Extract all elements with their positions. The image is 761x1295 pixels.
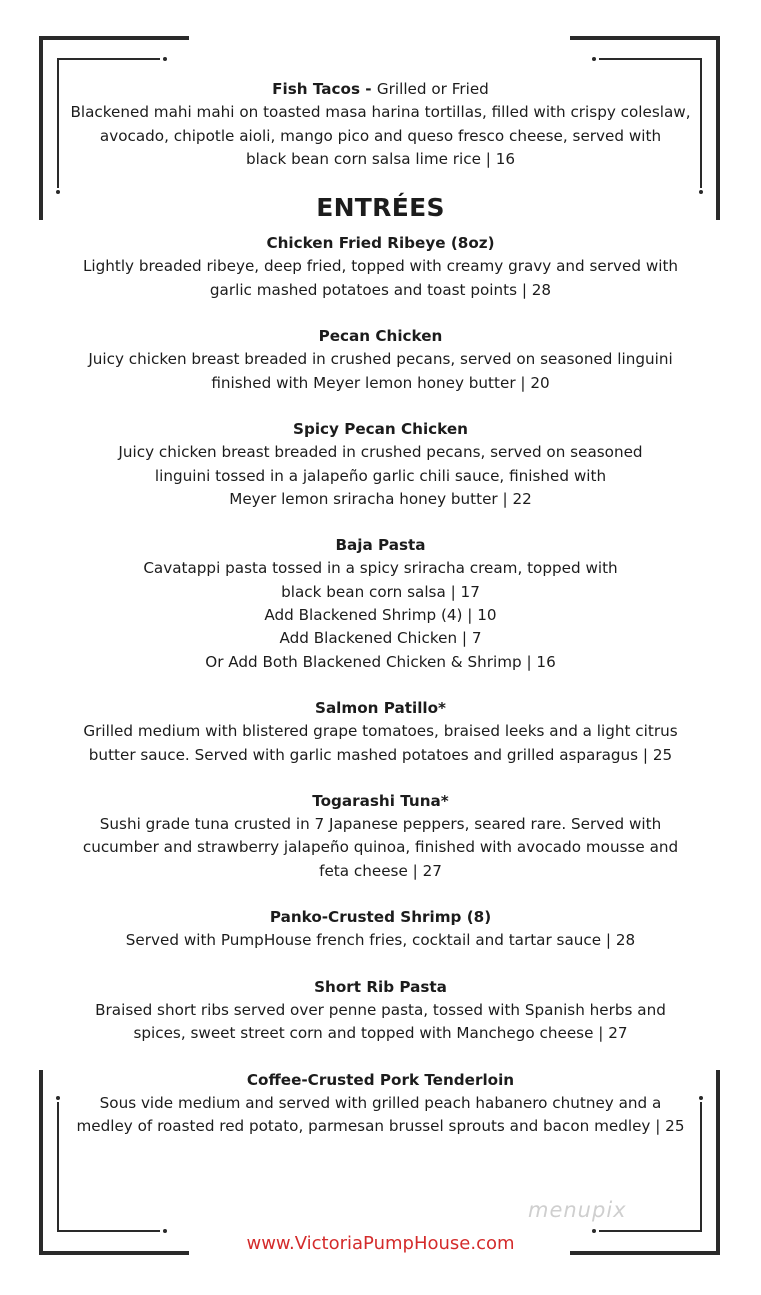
item-description-line: Sushi grade tuna crusted in 7 Japanese peppers, seared rare. Served with [99,815,662,834]
item-description-line: black bean corn salsa lime rice | 16 [245,149,516,168]
frame-top-right-inner-h [599,58,702,60]
item-description-line: Lightly breaded ribeye, deep fried, topped with creamy gravy and served with [82,257,679,276]
menu-item [60,1069,701,1139]
frame-top-left-outer-h [39,36,189,40]
item-name: Panko-Crusted Shrimp (8) [269,908,492,927]
item-description-line: Add Blackened Shrimp (4) | 10 [264,606,497,625]
frame-dot [163,57,167,61]
item-description-line: Cavatappi pasta tossed in a spicy sriracha cream, topped with [143,559,618,578]
frame-bottom-left-inner-v [57,1102,59,1232]
menu-content [60,78,701,1138]
frame-top-right-outer-h [570,36,720,40]
entrees-list [60,232,701,1138]
item-name: Pecan Chicken [318,327,443,346]
item-description-line: medley of roasted red potato, parmesan brussel sprouts and bacon medley | 25 [76,1117,685,1136]
frame-top-left-inner-v [57,58,59,188]
item-name: Coffee-Crusted Pork Tenderloin [246,1070,515,1089]
item-description-line: Grilled medium with blistered grape tomatoes, braised leeks and a light citrus [83,722,678,741]
item-name: Salmon Patillo* [315,698,446,717]
item-description-line: Juicy chicken breast breaded in crushed pecans, served on seasoned [118,443,643,462]
menu-item [60,906,701,953]
footer-website-link[interactable]: www.VictoriaPumpHouse.com [246,1233,515,1254]
section-title-entrees: ENTRÉES [316,193,445,223]
watermark: menupix [528,1198,627,1222]
item-description-line: avocado, chipotle aioli, mango pico and queso fresco cheese, served with [99,126,662,145]
item-description-line: Meyer lemon sriracha honey butter | 22 [229,489,532,508]
item-name: Baja Pasta [335,536,426,555]
frame-dot [592,57,596,61]
menu-item [60,325,701,395]
item-description-line: linguini tossed in a jalapeño garlic chili sauce, finished with [154,466,607,485]
menu-item [60,790,701,883]
item-name: Short Rib Pasta [314,977,447,996]
item-description-line: Or Add Both Blackened Chicken & Shrimp | 16 [205,652,556,671]
item-name: Spicy Pecan Chicken [293,419,468,438]
menu-item [60,976,701,1046]
item-style: Grilled or Fried [376,80,489,98]
frame-top-right-outer-v [716,36,720,220]
menu-item [60,697,701,767]
item-name: Togarashi Tuna* [312,791,449,810]
menu-item [60,534,701,674]
frame-bottom-left-inner-h [57,1230,160,1232]
item-description-line: black bean corn salsa | 17 [281,582,480,601]
item-description-line: Add Blackened Chicken | 7 [279,629,482,648]
item-description-line: cucumber and strawberry jalapeño quinoa, finished with avocado mousse and [82,838,679,857]
item-description-line: Sous vide medium and served with grilled peach habanero chutney and a [99,1093,662,1112]
frame-top-left-inner-h [57,58,160,60]
item-name: Fish Tacos - [272,80,377,98]
item-description-line: garlic mashed potatoes and toast points | 28 [209,280,552,299]
frame-bottom-left-outer-v [39,1070,43,1255]
item-name: Chicken Fried Ribeye (8oz) [266,234,495,253]
frame-top-left-outer-v [39,36,43,220]
item-description-line: spices, sweet street corn and topped with Manchego cheese | 27 [133,1024,628,1043]
item-description-line: Served with PumpHouse french fries, cocktail and tartar sauce | 28 [125,931,636,950]
frame-bottom-right-inner-h [599,1230,702,1232]
item-description-line: Braised short ribs served over penne pasta, tossed with Spanish herbs and [95,1000,666,1019]
menu-item [60,232,701,302]
item-description-line: Blackened mahi mahi on toasted masa harina tortillas, filled with crispy coleslaw, [70,103,691,122]
menu-item-fish-tacos [60,78,701,171]
menu-item [60,418,701,511]
item-description-line: Juicy chicken breast breaded in crushed pecans, served on seasoned linguini [88,350,673,369]
item-description-line: butter sauce. Served with garlic mashed potatoes and grilled asparagus | 25 [88,745,673,764]
frame-bottom-right-outer-v [716,1070,720,1255]
item-description-line: feta cheese | 27 [319,861,442,880]
item-description-line: finished with Meyer lemon honey butter | 20 [211,373,550,392]
